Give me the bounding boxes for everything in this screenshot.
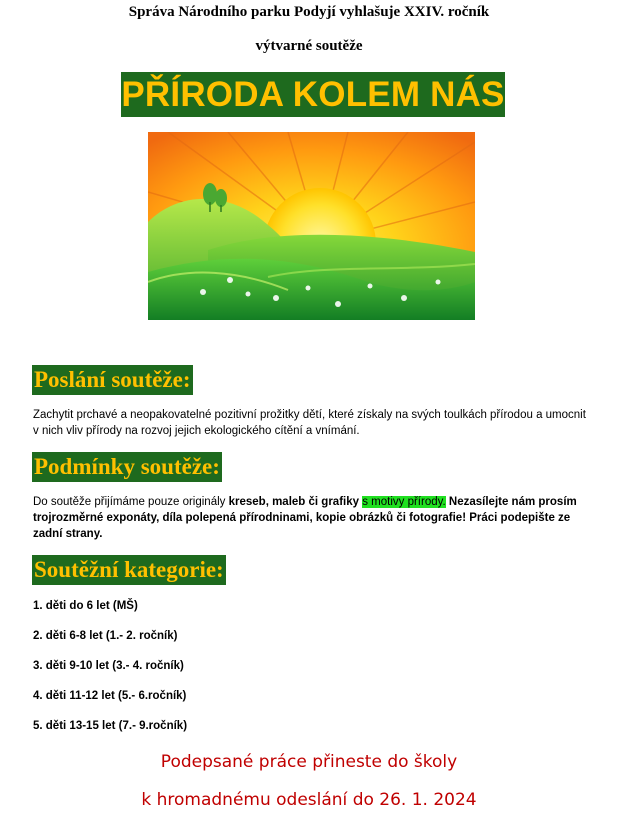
podminky-text-bold-2: Nezasílejte nám prosím trojrozměrné exponáty, díla polepená přírodninami, kopie obrázků či fotografie! Práci podepište ze zadní strany. [33, 496, 577, 540]
section-heading-kategorie: Soutěžní kategorie: [32, 555, 226, 585]
podminky-text-1: Do soutěže přijímáme pouze originály [33, 496, 229, 508]
podminky-text-bold-1: kreseb, maleb či grafiky [228, 496, 360, 508]
category-item: 5. děti 13-15 let (7.- 9.ročník) [33, 720, 188, 732]
section-heading-poslani: Poslání soutěže: [32, 365, 193, 395]
sunrise-over-green-hills-illustration [148, 132, 475, 320]
category-item: 2. děti 6-8 let (1.- 2. ročník) [33, 630, 178, 642]
category-item: 1. děti do 6 let (MŠ) [33, 600, 138, 612]
header-line-2: výtvarné soutěže [255, 38, 363, 54]
poslani-text: Zachytit prchavé a neopakovatelné pozitivní prožitky dětí, které získaly na svých toulkách přírodou a umocnit v nich vliv přírody na rozvoj jejich ekologického cítění a vnímání. [33, 409, 586, 437]
header-line-1: Správa Národního parku Podyjí vyhlašuje XXIV. ročník [128, 4, 490, 20]
category-item: 4. děti 11-12 let (5.- 6.ročník) [33, 690, 187, 702]
page-title: PŘÍRODA KOLEM NÁS [121, 72, 505, 117]
section-heading-podminky: Podmínky soutěže: [32, 452, 222, 482]
footer-line-2: k hromadnému odeslání do 26. 1. 2024 [141, 790, 477, 810]
podminky-text [33, 494, 593, 542]
category-item: 3. děti 9-10 let (3.- 4. ročník) [33, 660, 184, 672]
footer-line-1: Podepsané práce přineste do školy [160, 752, 458, 772]
podminky-highlight: s motivy přírody. [362, 496, 446, 508]
